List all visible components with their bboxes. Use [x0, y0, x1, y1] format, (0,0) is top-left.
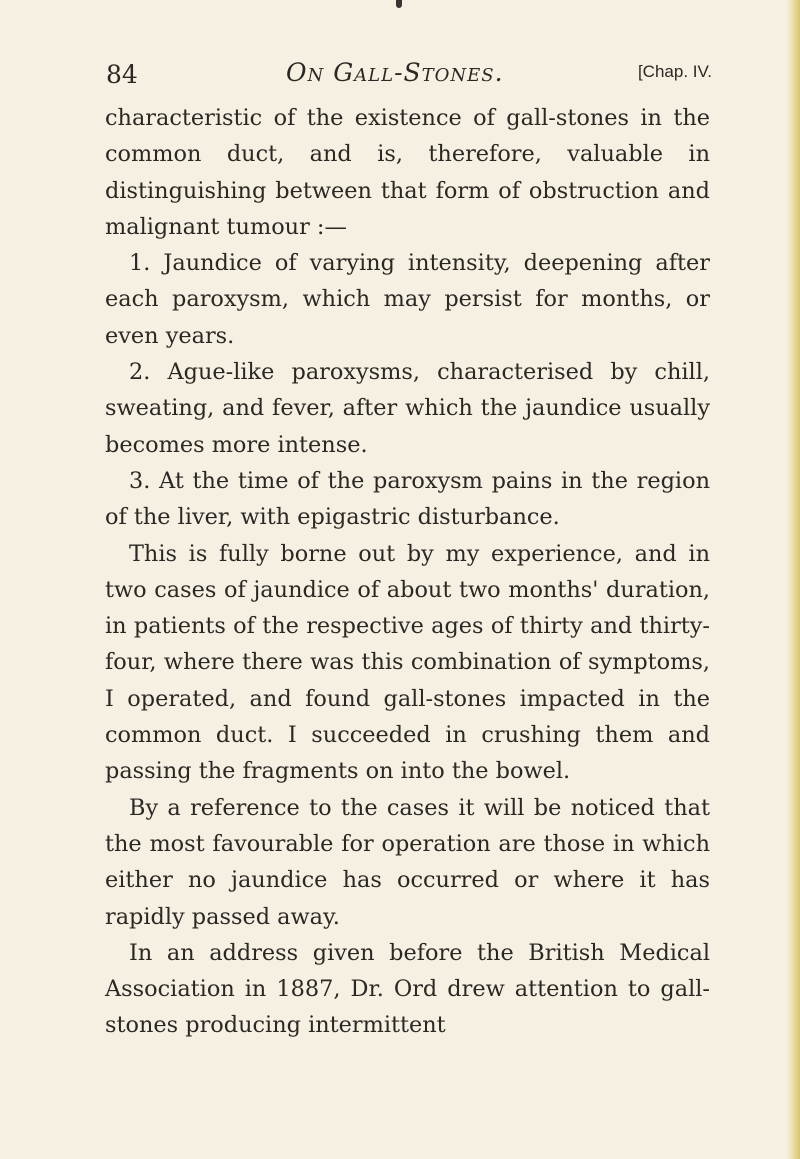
page-edge-shading — [786, 0, 800, 1159]
page-edge-mark — [396, 0, 402, 8]
paragraph-address: In an address given before the British Medical Association in 1887, Dr. Ord drew attention to gall-stones producing intermittent — [105, 939, 710, 1039]
paragraph-symptom-3: 3. At the time of the paroxysm pains in the region of the liver, with epigastric disturbance. — [105, 467, 710, 531]
paragraph-reference: By a reference to the cases it will be noticed that the most favourable for operation are those in which either no jaundice has occurred or where it has rapidly passed away. — [105, 794, 710, 930]
paragraph-symptom-1: 1. Jaundice of varying intensity, deepening after each paroxysm, which may persist for months, or even years. — [105, 250, 710, 349]
page-number: 84 — [106, 60, 138, 89]
body-text — [105, 100, 710, 1044]
running-title: On Gall-Stones. — [286, 58, 504, 87]
chapter-reference: [Chap. IV. — [637, 62, 712, 81]
page-header — [100, 56, 712, 96]
paragraph-continued: characteristic of the existence of gall-stones in the common duct, and is, therefore, valuable in distinguishing between that form of obstruction and malignant tumour :— — [105, 105, 710, 240]
paragraph-symptom-2: 2. Ague-like paroxysms, characterised by chill, sweating, and fever, after which the jaundice usually becomes more intense. — [105, 359, 710, 458]
paragraph-experience: This is fully borne out by my experience, and in two cases of jaundice of about two months' duration, in patients of the respective ages of thirty and thirty-four, where there was this combination of symptoms, I operated, and found gall-stones impacted in the common duct. I succeeded in crushing them and passing the fragments on into the bowel. — [105, 540, 710, 785]
